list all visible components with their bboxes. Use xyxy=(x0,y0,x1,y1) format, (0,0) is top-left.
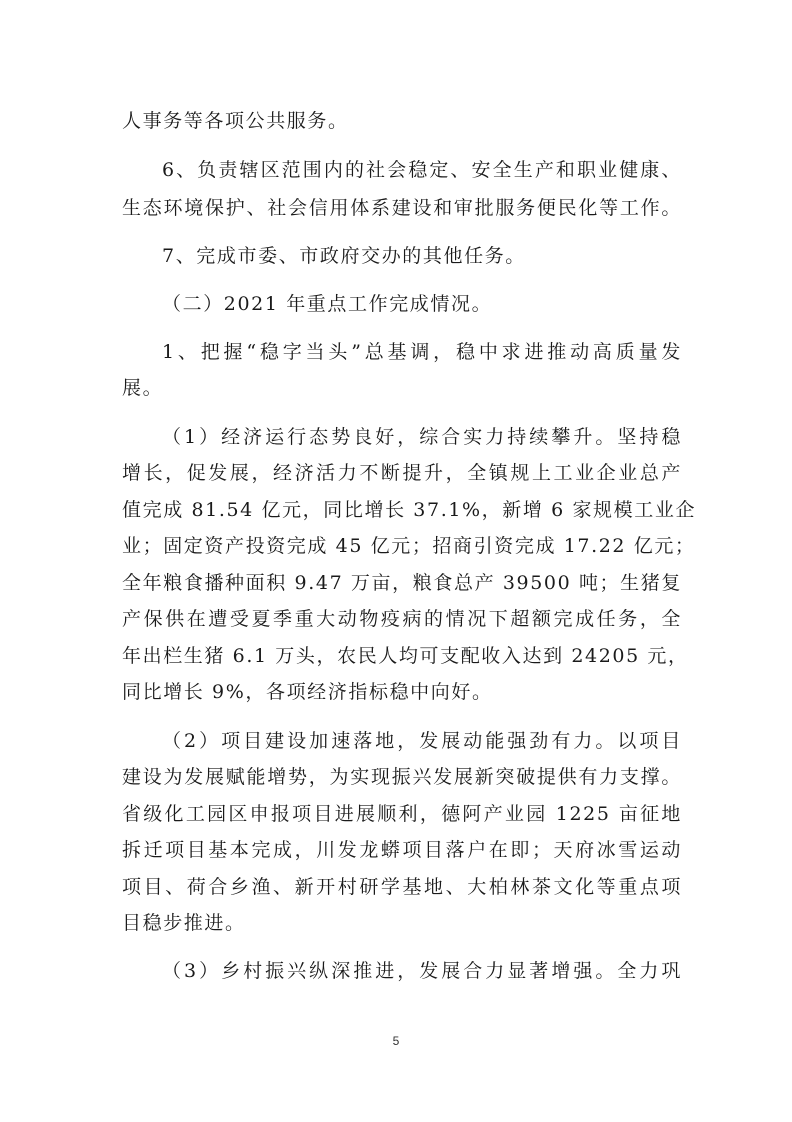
text-line: 建设为发展赋能增势，为实现振兴发展新突破提供有力支撑。 xyxy=(122,766,682,788)
text-line: 年出栏生猪 6.1 万头，农民人均可支配收入达到 24205 元， xyxy=(122,645,689,667)
text-line: 产保供在遭受夏季重大动物疫病的情况下超额完成任务，全 xyxy=(122,608,682,630)
text-line: 省级化工园区申报项目进展顺利，德阿产业园 1225 亩征地 xyxy=(122,803,682,825)
section-heading: （二）2021 年重点工作完成情况。 xyxy=(162,293,493,315)
text-line: 值完成 81.54 亿元，同比增长 37.1%，新增 6 家规模工业企 xyxy=(122,499,697,521)
text-line: 业；固定资产投资完成 45 亿元；招商引资完成 17.22 亿元； xyxy=(122,535,696,557)
text-line: 拆迁项目基本完成，川发龙蟒项目落户在即；天府冰雪运动 xyxy=(122,839,682,861)
text-line: 全年粮食播种面积 9.47 万亩，粮食总产 39500 吨；生猪复 xyxy=(122,572,682,594)
text-line: 目稳步推进。 xyxy=(122,912,246,934)
text-line: 人事务等各项公共服务。 xyxy=(122,110,349,132)
text-line: 7、完成市委、市政府交办的其他任务。 xyxy=(162,245,526,267)
text-line: 6、负责辖区范围内的社会稳定、安全生产和职业健康、 xyxy=(162,159,682,181)
text-line: 增长，促发展，经济活力不断提升，全镇规上工业企业总产 xyxy=(122,462,682,484)
text-line: 项目、荷合乡渔、新开村研学基地、大柏林茶文化等重点项 xyxy=(122,876,682,898)
text-line: 1、把握“稳字当头”总基调，稳中求进推动高质量发 xyxy=(162,341,682,363)
text-line: （3）乡村振兴纵深推进，发展合力显著增强。全力巩 xyxy=(162,960,682,982)
text-line: 同比增长 9%，各项经济指标稳中向好。 xyxy=(122,681,493,703)
text-line: （2）项目建设加速落地，发展动能强劲有力。以项目 xyxy=(162,730,682,752)
text-line: 生态环境保护、社会信用体系建设和审批服务便民化等工作。 xyxy=(122,197,682,219)
page-number: 5 xyxy=(392,1034,400,1048)
text-line: 展。 xyxy=(122,377,164,399)
text-line: （1）经济运行态势良好，综合实力持续攀升。坚持稳 xyxy=(162,426,682,448)
